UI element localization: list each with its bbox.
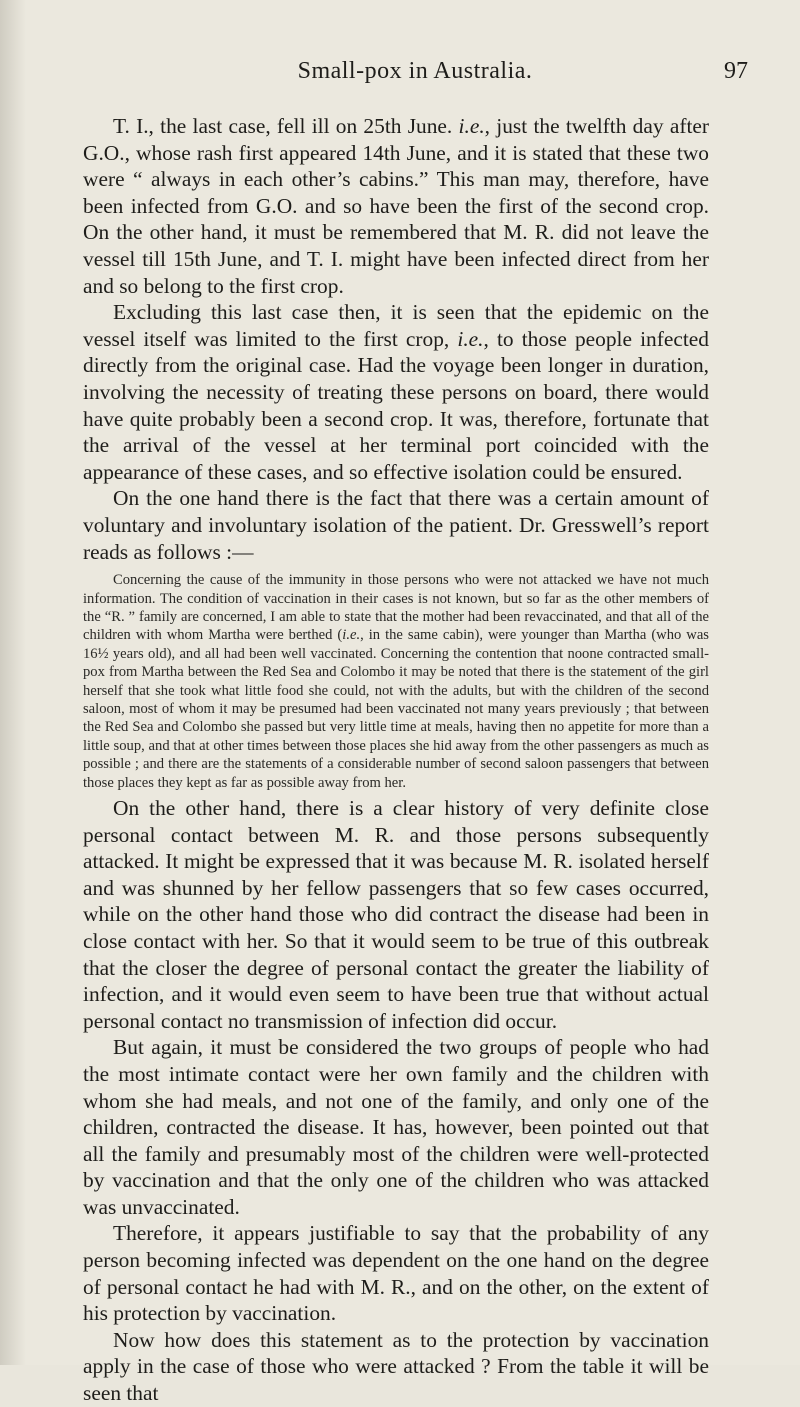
paragraph: Excluding this last case then, it is seen that the epidemic on the vessel itself was limited to the first crop, i.e., to those people infected directly from the original case. Had the voyage been longer in duration, involving the necessity of treating these persons on board, there would have quite probably been a second crop. It was, therefore, fortunate that the arrival of the vessel at her terminal port coincided with the appearance of these cases, and so effective isolation could be ensured. xyxy=(83,300,709,484)
paragraph: But again, it must be considered the two groups of people who had the most intimate contact were her own family and the children with whom she had meals, and not one of the family, and only one of the children, contracted the disease. It has, however, been pointed out that all the family and presumably most of the children were well-protected by vaccination and that the only one of the children who was attacked was unvaccinated. xyxy=(83,1035,709,1219)
paragraph: T. I., the last case, fell ill on 25th June. i.e., just the twelfth day after G.O., whose rash first appeared 14th June, and it is stated that these two were “ always in each other’s cabins.” This man may, therefore, have been infected from G.O. and so have been the first of the second crop. On the other hand, it must be remembered that M. R. did not leave the vessel till 15th June, and T. I. might have been infected direct from her and so belong to the first crop. xyxy=(83,114,710,298)
running-head: Small-pox in Australia. xyxy=(297,58,533,84)
body-text xyxy=(83,113,709,1407)
paragraph: On the other hand, there is a clear history of very definite close personal contact between M. R. and those persons subsequently attacked. It might be expressed that it was because M. R. isolated herself and was shunned by her fellow passengers that so few cases occurred, while on the other hand those who did contract the disease had been in close contact with her. So that it would seem to be true of this outbreak that the closer the degree of personal contact the greater the liability of infection, and it would even seem to have been true that without actual personal contact no transmission of infection did occur. xyxy=(83,795,709,1033)
page-gutter-shadow xyxy=(0,0,26,1365)
paragraph: Therefore, it appears justifiable to say that the probability of any person becoming infected was dependent on the one hand on the degree of personal contact he had with M. R., and on the other, on the extent of his protection by vaccination. xyxy=(83,1221,709,1326)
paragraph: On the one hand there is the fact that there was a certain amount of voluntary and involuntary isolation of the patient. Dr. Gresswell’s report reads as follows :— xyxy=(83,486,709,564)
paragraph: Now how does this statement as to the protection by vaccination apply in the case of those who were attacked ? From the table it will be seen that xyxy=(83,1327,709,1406)
page-number: 97 xyxy=(724,58,748,84)
block-quote: Concerning the cause of the immunity in those persons who were not attacked we have not much information. The condition of vaccination in their cases is not known, but so far as the other members of the “R. ” family are concerned, I am able to state that the mother had been revaccinated, and that all of the children with whom Martha were berthed (i.e., in the same cabin), were younger than Martha (who was 16½ years old), and all had been well vaccinated. Concerning the contention that noone contracted small-pox from Martha between the Red Sea and Colombo it may be noted that there is the statement of the girl herself that she took what little food she could, not with the adults, but with the children of the second saloon, most of whom it may be presumed had been vaccinated not many years previously ; that between the Red Sea and Colombo she passed but very little time at meals, having then no appetite for more than a little soup, and that at other times between those places she hid away from the other passengers as much as possible ; and there are the statements of a considerable number of second saloon passengers that between those places they kept as far as possible away from her. xyxy=(83,572,709,791)
page-header xyxy=(82,58,748,98)
